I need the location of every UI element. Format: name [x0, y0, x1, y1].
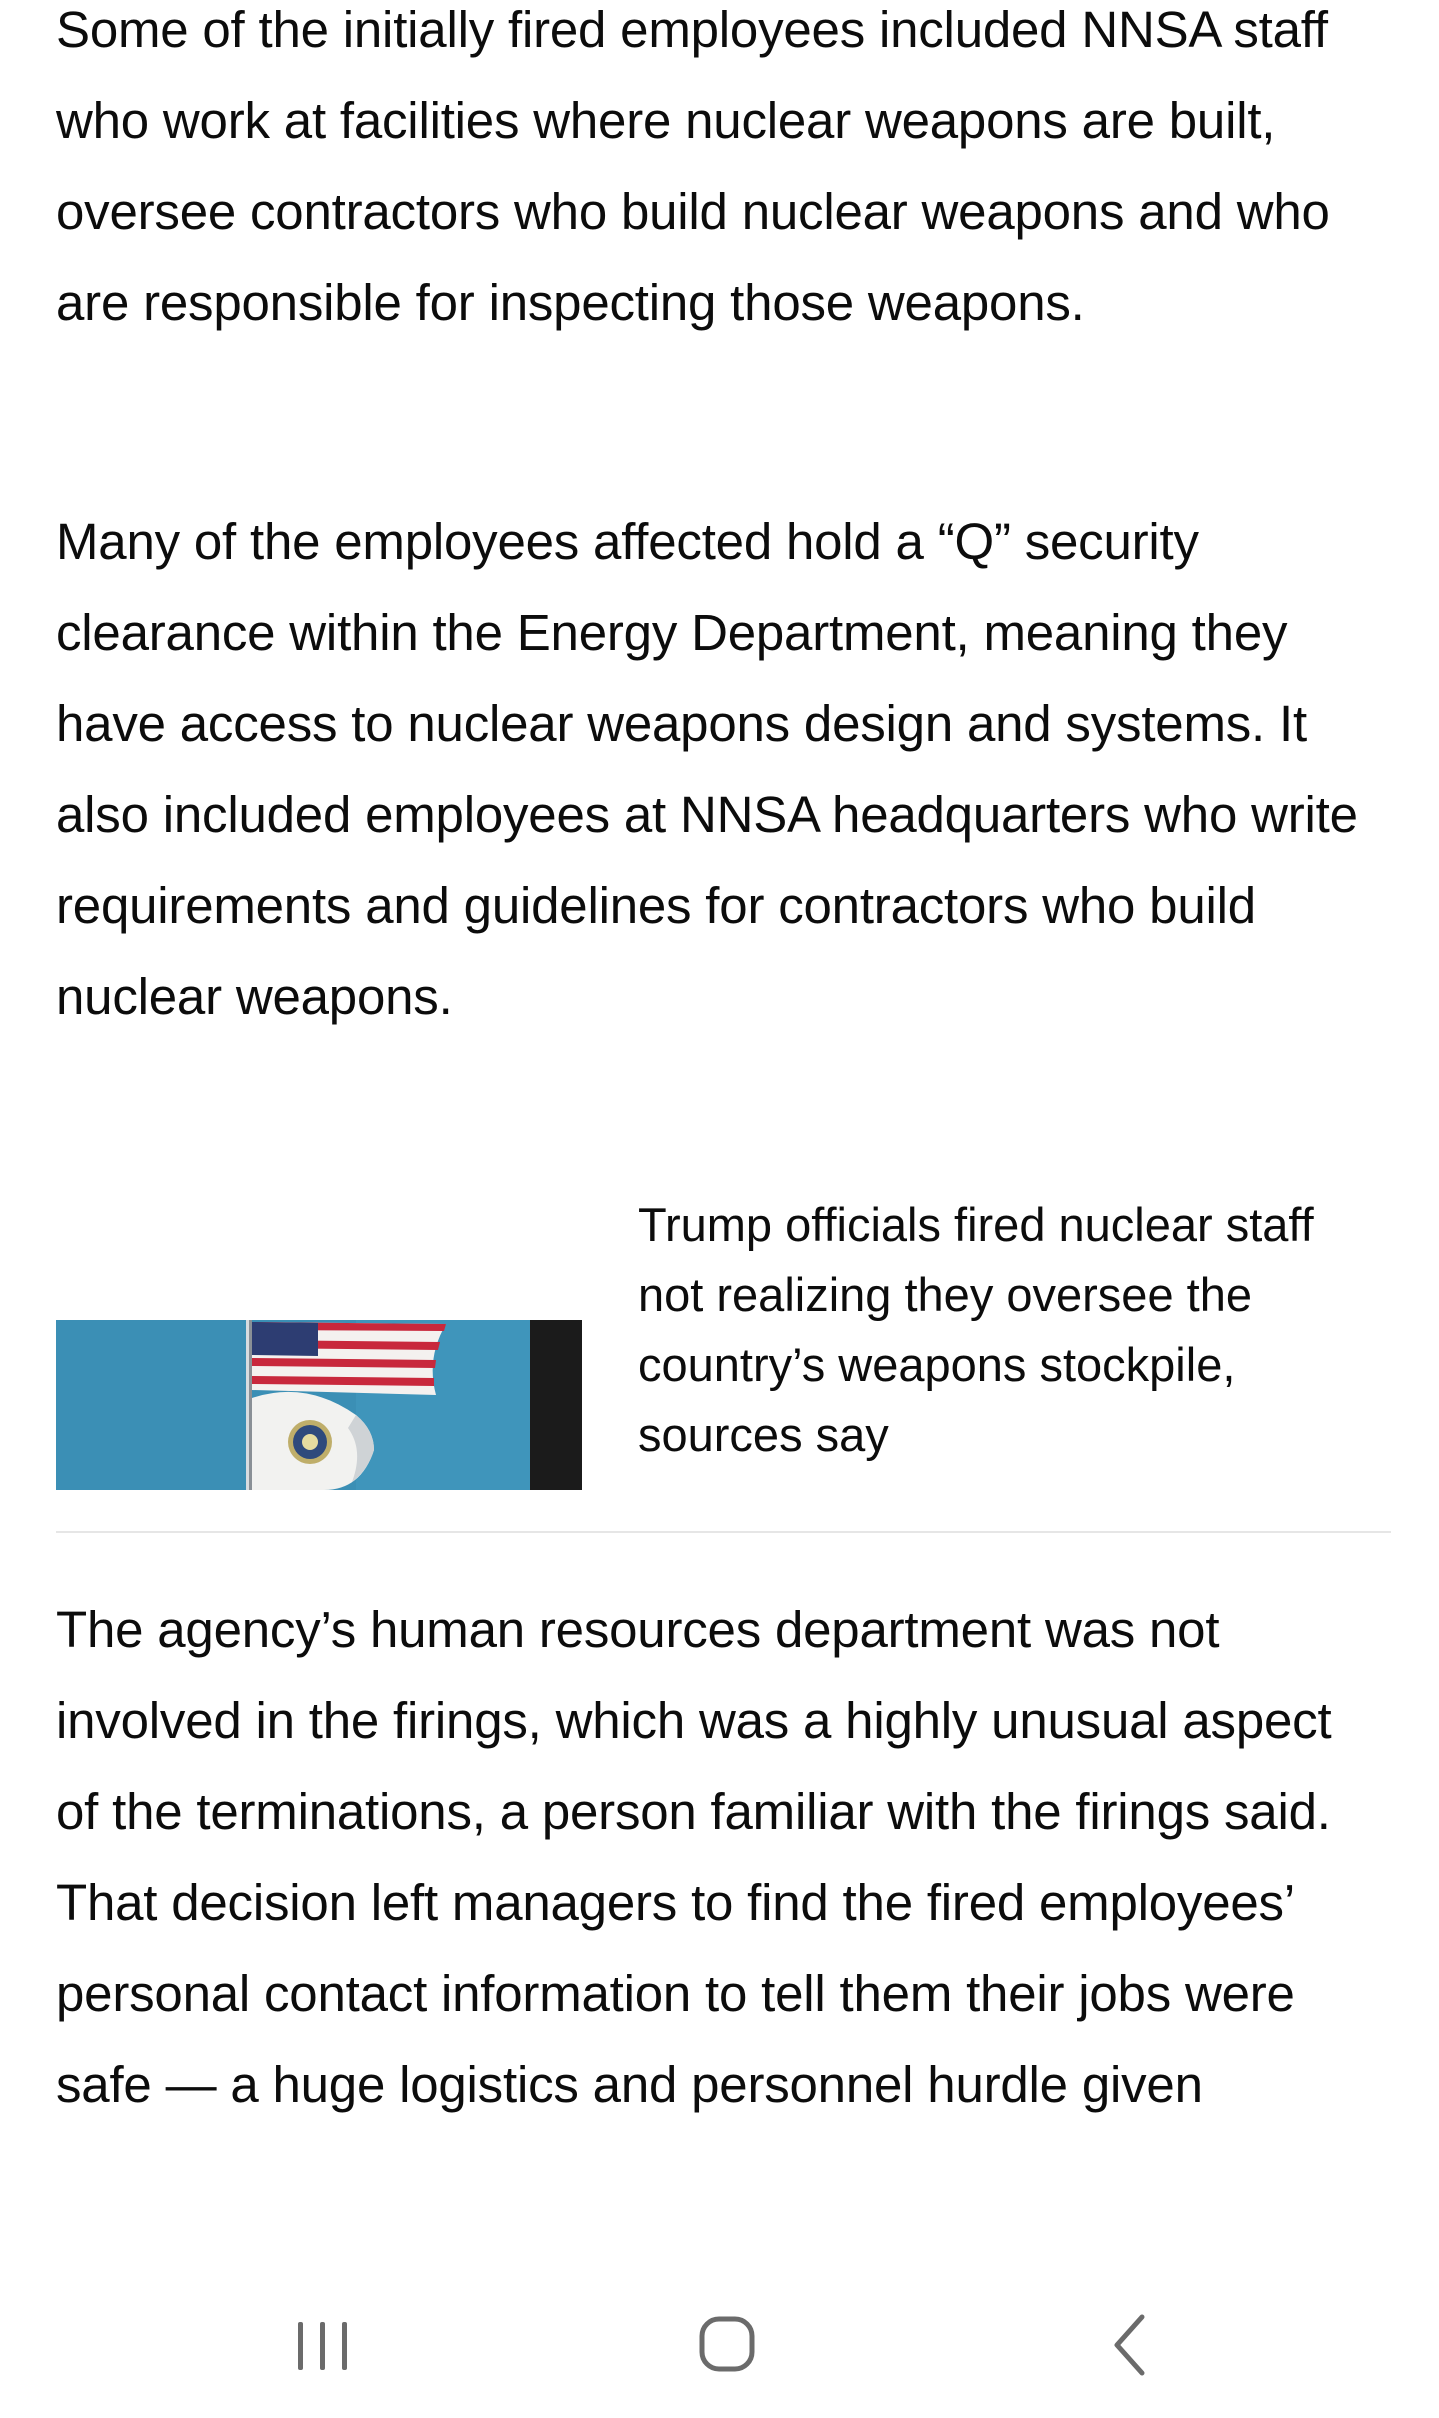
related-article-thumbnail[interactable]: [56, 1320, 582, 1490]
home-button[interactable]: [667, 2292, 787, 2392]
related-article-headline[interactable]: Trump officials fired nuclear staff not realizing they oversee the country’s weapons stockpile, sources say: [638, 1198, 1314, 1461]
flags-photo: [56, 1320, 582, 1490]
back-button[interactable]: [1072, 2292, 1192, 2392]
recents-button[interactable]: [263, 2292, 383, 2392]
article-paragraph: Some of the initially fired employees included NNSA staff who work at facilities where nuclear weapons are built, oversee contractors who build nuclear weapons and who are responsible for inspecting those weapons.: [56, 1, 1330, 331]
recents-icon: [263, 2292, 383, 2392]
home-icon: [667, 2292, 787, 2392]
back-icon: [1072, 2292, 1192, 2392]
article-paragraph: The agency’s human resources department was not involved in the firings, which was a highly unusual aspect of the terminations, a person familiar with the firings said. That decision left managers to find the fired employees’ personal contact information to tell them their jobs were safe — a huge logistics and personnel hurdle given: [56, 1601, 1332, 2113]
related-article-link[interactable]: [56, 1175, 1391, 1533]
divider: [56, 1531, 1391, 1533]
system-navigation-bar: [0, 2262, 1439, 2418]
article-paragraph: Many of the employees affected hold a “Q” security clearance within the Energy Department, meaning they have access to nuclear weapons design and systems. It also included employees at NNSA headquarters who write requirements and guidelines for contractors who build nuclear weapons.: [56, 513, 1358, 1025]
